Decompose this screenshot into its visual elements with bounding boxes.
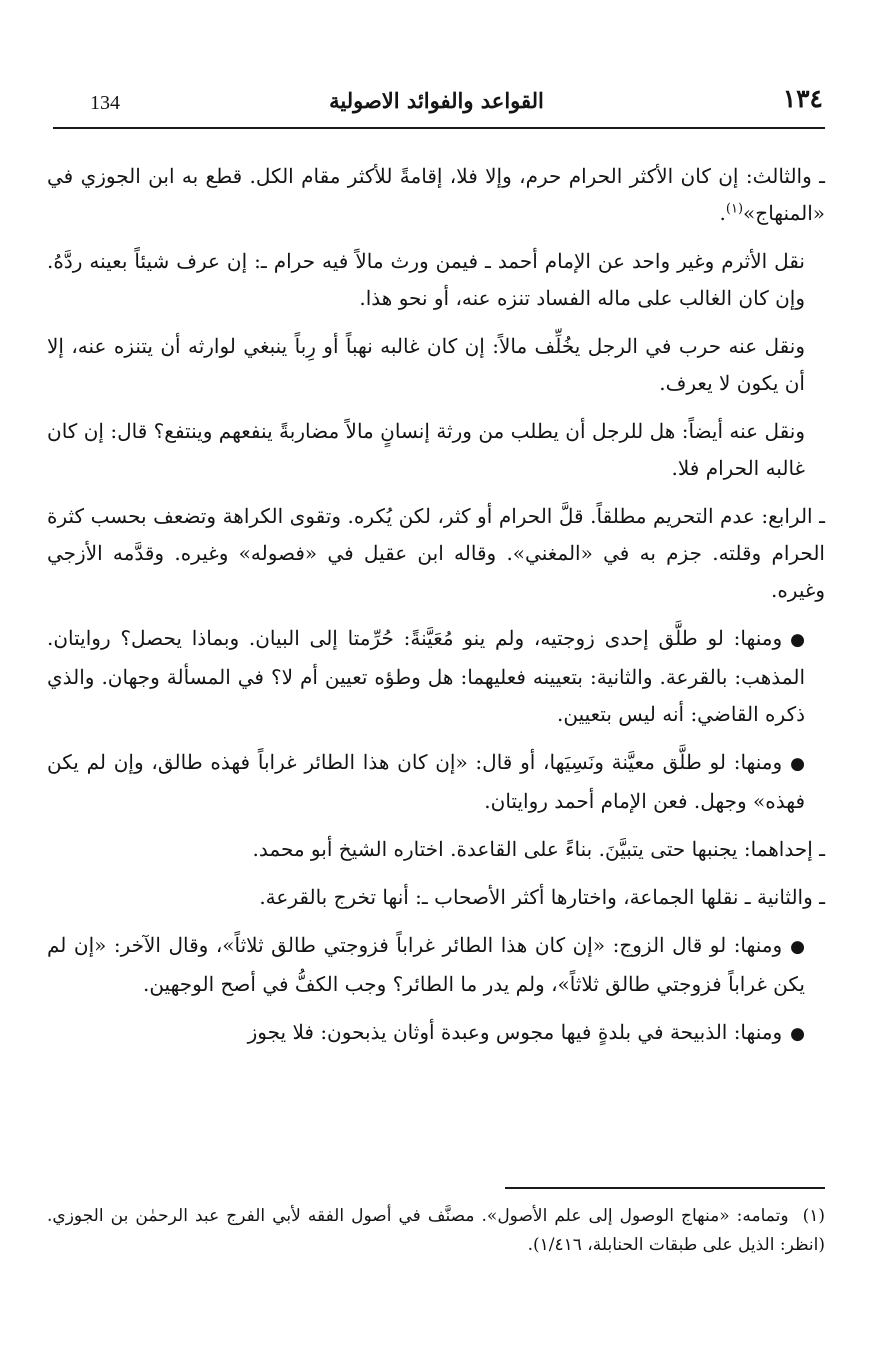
paragraph-second-narration bbox=[47, 879, 825, 916]
paragraph-end: . bbox=[719, 201, 726, 225]
paragraph-text: ـ والثالث: إن كان الأكثر الحرام حرم، وإلا فلا، إقامةً للأكثر مقام الكل. قطع به ابن الجوزي في «المنهاج» bbox=[47, 164, 825, 225]
footnote-text: وتمامه: «منهاج الوصول إلى علم الأصول». مصنَّف في أصول الفقه لأبي الفرج عبد الرحمٰن بن الجوزي. (انظر: الذيل على طبقات الحنابلة، ١/٤١٦). bbox=[47, 1206, 825, 1255]
paragraph-raven-case bbox=[47, 927, 825, 1003]
paragraph-text: ـ إحداهما: يجنبها حتى يتبيَّنَ. بناءً على القاعدة. اختاره الشيخ أبو محمد. bbox=[252, 837, 825, 861]
paragraph-harb-narration bbox=[47, 328, 825, 402]
paragraph-text: ـ والثانية ـ نقلها الجماعة، واختارها أكثر الأصحاب ـ: أنها تخرج بالقرعة. bbox=[259, 885, 825, 909]
paragraph-text: ونقل عنه حرب في الرجل يخُلِّف مالاً: إن كان غالبه نهباً أو رِباً ينبغي لوارثه أن يتنزه عنه، إلا أن يكون لا يعرف. bbox=[47, 334, 805, 395]
paragraph-text: ونقل عنه أيضاً: هل للرجل أن يطلب من ورثة إنسانٍ مالاً مضاربةً ينفعهم وينتفع؟ قال: إن كان غالبه الحرام فلا. bbox=[47, 419, 805, 480]
footnote-marker: (١) bbox=[802, 1206, 825, 1226]
footnote bbox=[47, 1202, 825, 1260]
bullet-icon: ● bbox=[790, 754, 805, 774]
paragraph-athram-narration bbox=[47, 243, 825, 317]
header-divider bbox=[53, 127, 825, 129]
paragraph-divorce-forgotten bbox=[47, 744, 825, 820]
paragraph-slaughter-case bbox=[47, 1014, 825, 1053]
main-text bbox=[47, 158, 825, 1064]
bullet-icon: ● bbox=[790, 937, 805, 957]
bullet-icon: ● bbox=[790, 630, 805, 650]
paragraph-mudaraba-narration bbox=[47, 413, 825, 487]
paragraph-text: ومنها: لو طلَّق معيَّنة ونَسِيَها، أو قال: «إن كان هذا الطائر غراباً فهذه طالق، وإن لم يكن فهذه» وجهل. فعن الإمام أحمد روايتان. bbox=[47, 750, 805, 813]
paragraph-fourth-opinion bbox=[47, 498, 825, 609]
paragraph-text: ومنها: الذبيحة في بلدةٍ فيها مجوس وعبدة أوثان يذبحون: فلا يجوز bbox=[247, 1020, 783, 1044]
bullet-icon: ● bbox=[790, 1024, 805, 1044]
footnote-reference: (١) bbox=[725, 201, 744, 217]
paragraph-divorce-one-of-two bbox=[47, 620, 825, 733]
paragraph-text: ـ الرابع: عدم التحريم مطلقاً. قلَّ الحرام أو كثر، لكن يُكره. وتقوى الكراهة وتضعف بحسب كثرة الحرام وقلته. جزم به في «المغني». وقاله ابن عقيل في «فصوله» وغيره. وقدَّمه الأزجي وغيره. bbox=[47, 504, 825, 602]
running-title: القواعد والفوائد الاصولية bbox=[329, 88, 544, 113]
paragraph-text: ومنها: لو قال الزوج: «إن كان هذا الطائر غراباً فزوجتي طالق ثلاثاً»، وقال الآخر: «إن لم يكن غراباً فزوجتي طالق ثلاثاً»، ولم يدر ما الطائر؟ وجب الكفُّ في أصح الوجهين. bbox=[47, 933, 805, 996]
page-number-latin: 134 bbox=[90, 92, 120, 114]
paragraph-text: نقل الأثرم وغير واحد عن الإمام أحمد ـ فيمن ورث مالاً فيه حرام ـ: إن عرف شيئاً بعينه ردَّهُ. وإن كان الغالب على ماله الفساد تنزه عنه، أو نحو هذا. bbox=[47, 249, 805, 310]
footnote-divider bbox=[505, 1187, 825, 1189]
page-header bbox=[0, 0, 873, 130]
paragraph-first-narration bbox=[47, 831, 825, 868]
paragraph-third-opinion bbox=[47, 158, 825, 232]
page-number-arabic: ١٣٤ bbox=[782, 84, 823, 113]
paragraph-text: ومنها: لو طلَّق إحدى زوجتيه، ولم ينو مُعَيَّنةً: حُرِّمتا إلى البيان. وبماذا يحصل؟ روايتان. المذهب: بالقرعة. والثانية: بتعيينه فعليهما: هل وطؤه تعيين أم لا؟ في المسألة وجهان. والذي ذكره القاضي: أنه ليس بتعيين. bbox=[47, 626, 805, 726]
